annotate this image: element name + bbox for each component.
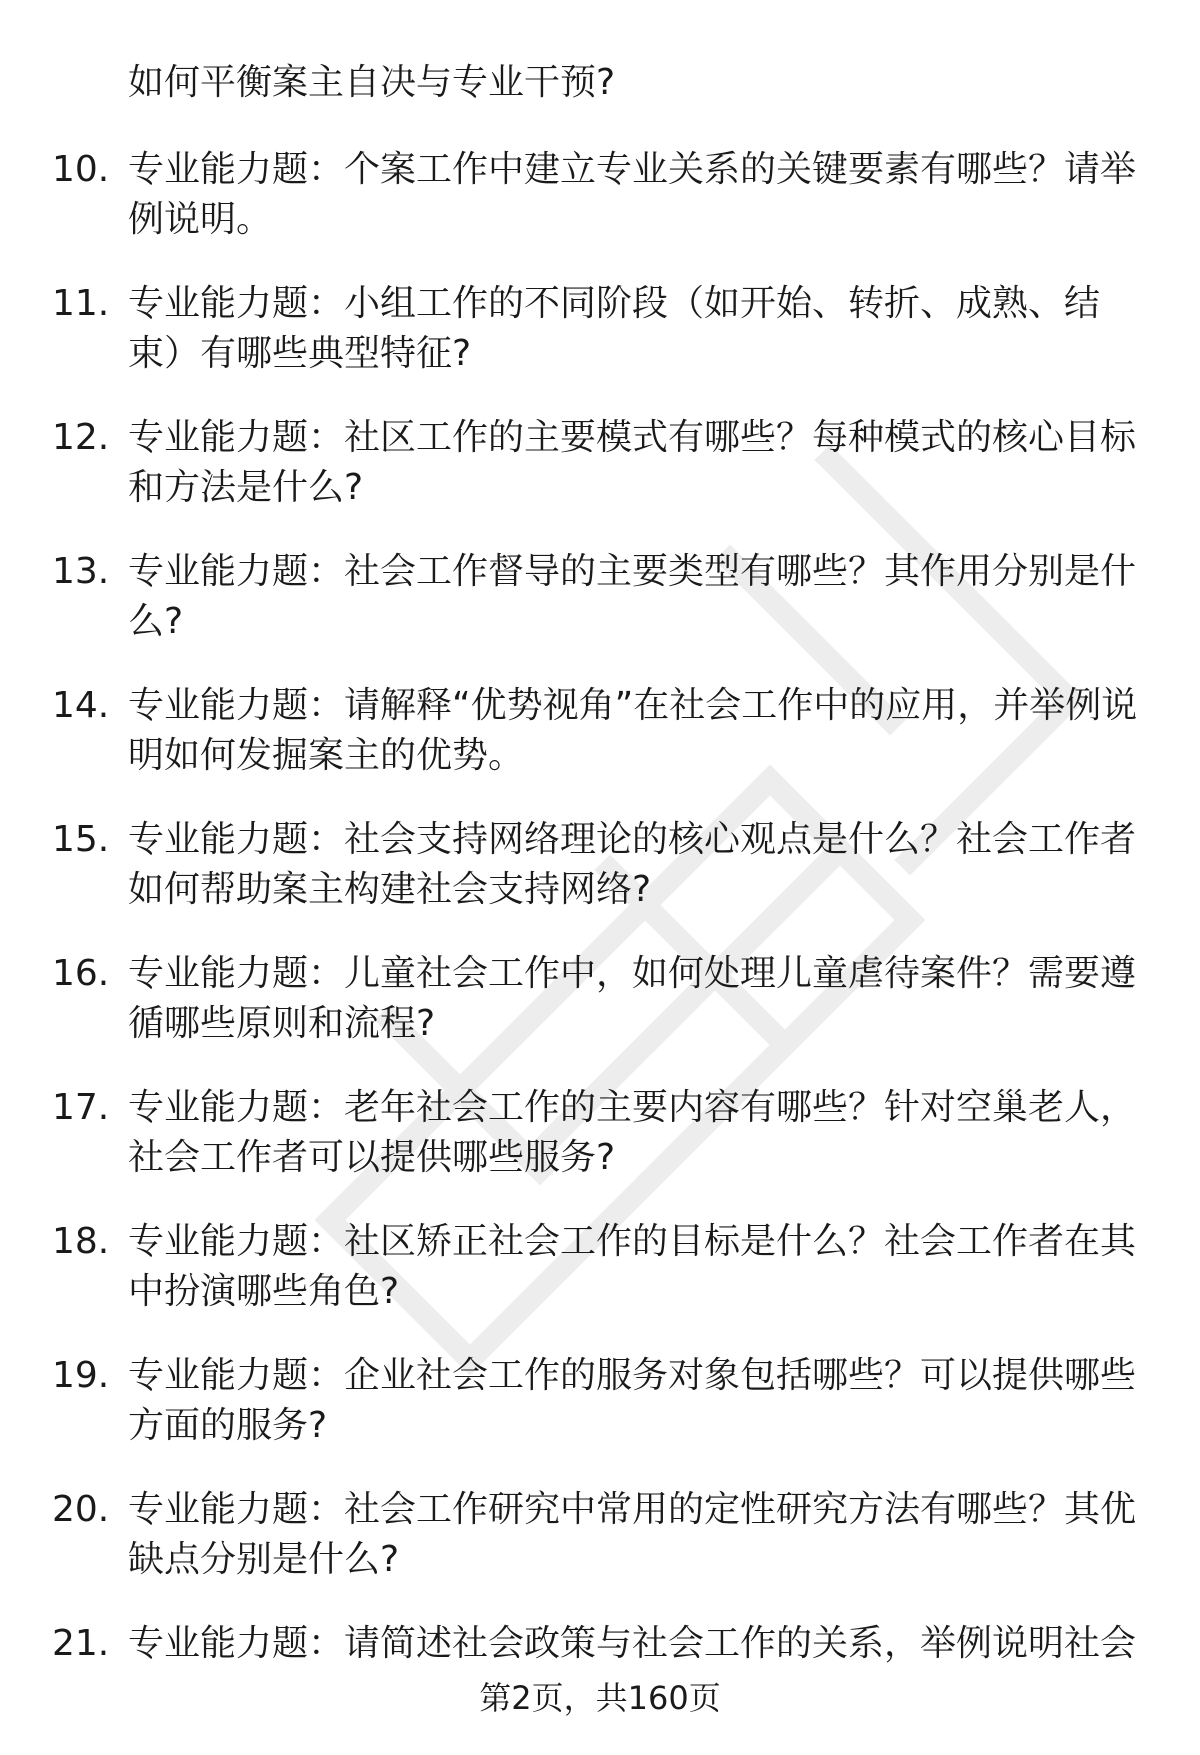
question-text: 专业能力题：社会支持网络理论的核心观点是什么？社会工作者如何帮助案主构建社会支持网络? <box>128 819 1137 910</box>
question-item <box>0 145 1200 279</box>
question-number: 13. <box>52 551 110 592</box>
continuation-text: 如何平衡案主自决与专业干预? <box>128 62 616 103</box>
question-number: 17. <box>52 1087 110 1128</box>
question-item <box>0 681 1200 815</box>
question-number: 14. <box>52 685 110 726</box>
question-text: 专业能力题：请解释“优势视角”在社会工作中的应用，并举例说明如何发掘案主的优势。 <box>128 685 1138 776</box>
question-text: 专业能力题：儿童社会工作中，如何处理儿童虐待案件？需要遵循哪些原则和流程? <box>128 953 1137 1044</box>
question-item <box>0 547 1200 681</box>
question-item <box>0 279 1200 413</box>
question-item <box>0 1083 1200 1217</box>
question-number: 12. <box>52 417 110 458</box>
question-text: 专业能力题：社会工作督导的主要类型有哪些？其作用分别是什么? <box>128 551 1137 642</box>
question-number: 11. <box>52 283 110 324</box>
question-text: 专业能力题：社会工作研究中常用的定性研究方法有哪些？其优缺点分别是什么? <box>128 1489 1137 1580</box>
question-text: 专业能力题：社区矫正社会工作的目标是什么？社会工作者在其中扮演哪些角色? <box>128 1221 1137 1312</box>
question-item <box>0 1217 1200 1351</box>
question-text: 专业能力题：个案工作中建立专业关系的关键要素有哪些？请举例说明。 <box>128 149 1137 240</box>
question-text: 专业能力题：小组工作的不同阶段（如开始、转折、成熟、结束）有哪些典型特征? <box>128 283 1101 374</box>
question-list <box>0 145 1200 1753</box>
question-text: 专业能力题：请简述社会政策与社会工作的关系，举例说明社会 <box>128 1623 1137 1664</box>
question-text: 专业能力题：企业社会工作的服务对象包括哪些？可以提供哪些方面的服务? <box>128 1355 1137 1446</box>
question-number: 19. <box>52 1355 110 1396</box>
question-item <box>0 1351 1200 1485</box>
question-number: 20. <box>52 1489 110 1530</box>
question-text: 专业能力题：社区工作的主要模式有哪些？每种模式的核心目标和方法是什么? <box>128 417 1137 508</box>
question-item <box>0 413 1200 547</box>
question-number: 21. <box>52 1623 110 1664</box>
question-item <box>0 1485 1200 1619</box>
question-number: 10. <box>52 149 110 190</box>
question-number: 15. <box>52 819 110 860</box>
question-item <box>0 815 1200 949</box>
question-number: 16. <box>52 953 110 994</box>
question-text: 专业能力题：老年社会工作的主要内容有哪些？针对空巢老人，社会工作者可以提供哪些服务? <box>128 1087 1137 1178</box>
question-number: 18. <box>52 1221 110 1262</box>
question-item <box>0 949 1200 1083</box>
page-footer: 第2页，共160页 <box>479 1679 721 1717</box>
